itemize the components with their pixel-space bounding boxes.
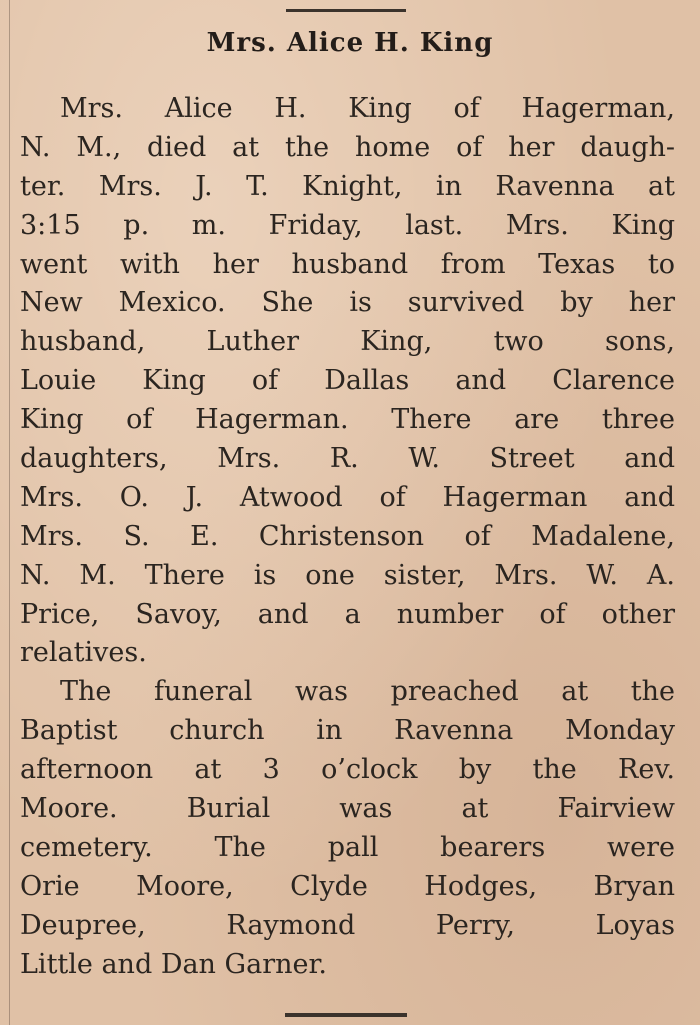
obituary-headline: Mrs. Alice H. King <box>206 28 494 58</box>
article-line: Louie King of Dallas and Clarence <box>20 365 675 397</box>
article-line: King of Hagerman. There are three <box>20 404 675 436</box>
article-line: N. M. There is one sister, Mrs. W. A. <box>20 559 675 591</box>
article-line: cemetery. The pall bearers were <box>20 831 675 863</box>
article-line: Mrs. Alice H. King of Hagerman, <box>60 93 675 124</box>
bottom-divider-rule <box>285 1013 407 1017</box>
article-line: Mrs. S. E. Christenson of Madalene, <box>20 520 675 552</box>
article-line: daughters, Mrs. R. W. Street and <box>20 443 675 475</box>
obituary-body <box>20 90 675 984</box>
article-line: relatives. <box>20 637 147 669</box>
article-line: Moore. Burial was at Fairview <box>20 793 675 825</box>
article-line: 3:15 p. m. Friday, last. Mrs. King <box>20 209 675 241</box>
article-line: husband, Luther King, two sons, <box>20 326 675 358</box>
article-line: went with her husband from Texas to <box>20 248 675 280</box>
article-line: New Mexico. She is survived by her <box>20 287 675 319</box>
article-line: afternoon at 3 o’clock by the Rev. <box>20 754 675 786</box>
article-line: Little and Dan Garner. <box>20 948 327 980</box>
article-line: Deupree, Raymond Perry, Loyas <box>20 909 675 941</box>
article-line: Price, Savoy, and a number of other <box>20 598 675 630</box>
article-line: N. M., died at the home of her daugh- <box>20 131 675 163</box>
article-line: Baptist church in Ravenna Monday <box>20 715 675 747</box>
article-line: Orie Moore, Clyde Hodges, Bryan <box>20 870 675 902</box>
left-column-rule <box>9 0 10 1025</box>
article-line: The funeral was preached at the <box>60 676 675 708</box>
top-divider-rule <box>286 9 406 12</box>
article-line: Mrs. O. J. Atwood of Hagerman and <box>20 481 675 513</box>
article-line: ter. Mrs. J. T. Knight, in Ravenna at <box>20 170 675 202</box>
